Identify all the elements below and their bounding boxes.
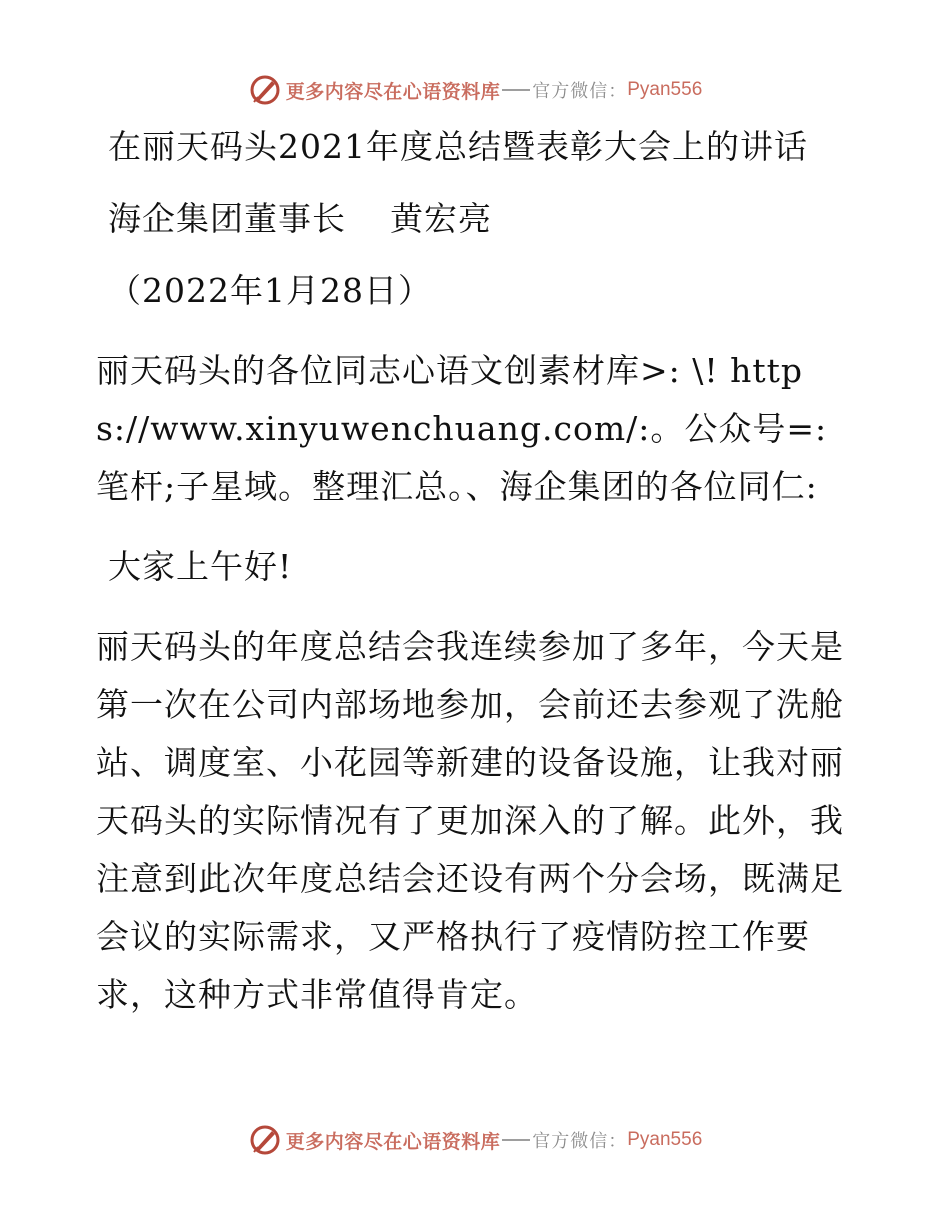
salutation-paragraph: 丽天码头的各位同志心语文创素材库>: \! https://www.xinyuwenchuang.com/:。公众号=: 笔杆;子星域。整理汇总。、海企集团的各位同仁: — [96, 351, 828, 506]
footer-banner — [0, 1120, 950, 1160]
header-banner — [0, 70, 950, 110]
footer-banner-text: 更多内容尽在心语资料库 — [285, 1130, 501, 1153]
quill-logo-icon — [248, 1123, 282, 1157]
banner-divider — [502, 89, 530, 91]
banner-wechat-label: 官方微信： — [532, 81, 628, 102]
body-paragraph: 丽天码头的年度总结会我连续参加了多年，今天是第一次在公司内部场地参加，会前还去参观了洗舱站、调度室、小花园等新建的设备设施，让我对丽天码头的实际情况有了更加深入的了解。此外，我注意到此次年度总结会还设有两个分会场，既满足会议的实际需求，又严格执行了疫情防控工作要求，这种方式非常值得肯定。 — [96, 627, 844, 1014]
author-line — [96, 190, 856, 248]
banner-wechat-id: Pyan556 — [627, 79, 703, 100]
banner-content — [248, 73, 703, 107]
document-body — [96, 118, 856, 1024]
document-title: 在丽天码头2021年度总结暨表彰大会上的讲话 — [108, 127, 808, 166]
greeting-line: 大家上午好! — [108, 547, 293, 586]
footer-banner-content — [248, 1123, 703, 1157]
author-name: 黄宏亮 — [390, 199, 492, 238]
author-org: 海企集团董事长 — [108, 199, 346, 238]
document-date: （2022年1月28日） — [108, 271, 432, 310]
footer-wechat-id: Pyan556 — [627, 1129, 703, 1150]
footer-banner-divider — [502, 1139, 530, 1141]
banner-text: 更多内容尽在心语资料库 — [285, 80, 501, 103]
quill-logo-icon — [248, 73, 282, 107]
footer-wechat-label: 官方微信： — [532, 1131, 628, 1152]
